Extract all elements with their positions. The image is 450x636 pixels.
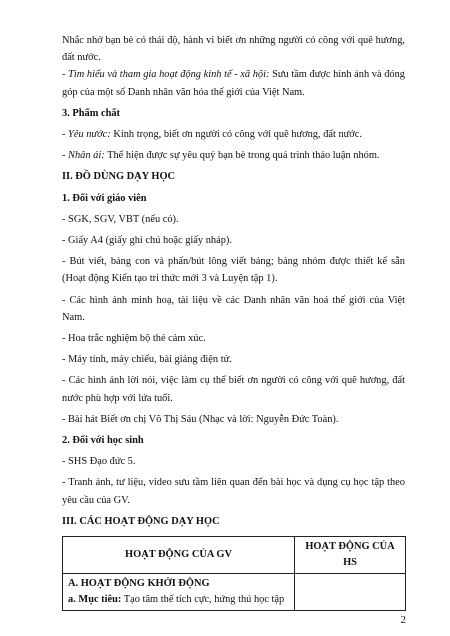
heading-giao-vien: 1. Đối với giáo viên bbox=[62, 192, 147, 204]
table-header-row bbox=[63, 537, 406, 574]
nhan-ai-text: Thể hiện được sự yêu quý bạn bè trong quá trình thảo luận nhóm. bbox=[104, 150, 380, 162]
paragraph-intro: Nhắc nhở bạn bè có thái độ, hành vi biết ơn những người có công với quê hương, đất nước. bbox=[62, 35, 405, 64]
table-row bbox=[63, 574, 406, 611]
activity-goal bbox=[68, 592, 289, 608]
yeu-nuoc-label: - Yêu nước: bbox=[62, 129, 111, 141]
activity-goal-text: Tạo tâm thế tích cực, hứng thú học tập bbox=[121, 594, 285, 606]
economic-activity-text: Sưu tầm được hình ảnh và đóng góp của một số Danh nhân văn hóa thế giới của Việt Nam. bbox=[62, 69, 405, 98]
activities-table bbox=[62, 536, 406, 611]
activity-goal-label: a. Mục tiêu: bbox=[68, 594, 122, 606]
heading-pham-chat: 3. Phẩm chất bbox=[62, 107, 121, 119]
heading-do-dung: II. ĐỒ DÙNG DẠY HỌC bbox=[62, 171, 176, 183]
list-item: - SHS Đạo đức 5. bbox=[62, 456, 136, 468]
paragraph-nhan-ai bbox=[62, 147, 405, 164]
list-item: - Các hình ảnh lời nói, việc làm cụ thể biết ơn người có công với quê hương, đất nước phù hợp với lứa tuổi. bbox=[62, 375, 405, 404]
heading-hoc-sinh: 2. Đối với học sinh bbox=[62, 435, 144, 447]
activity-title: A. HOẠT ĐỘNG KHỞI ĐỘNG bbox=[68, 578, 210, 590]
list-item: - SGK, SGV, VBT (nếu có). bbox=[62, 213, 179, 225]
economic-activity-label: - Tìm hiểu và tham gia hoạt động kinh tế - xã hội: bbox=[62, 69, 270, 81]
paragraph-yeu-nuoc bbox=[62, 126, 405, 143]
column-header-gv: HOẠT ĐỘNG CỦA GV bbox=[63, 537, 295, 574]
nhan-ai-label: - Nhân ái: bbox=[62, 150, 105, 162]
yeu-nuoc-text: Kính trọng, biết ơn người có công với quê hương, đất nước. bbox=[110, 129, 363, 141]
paragraph-economic-activity bbox=[62, 66, 405, 100]
list-item: - Hoa trắc nghiệm bộ thẻ cảm xúc. bbox=[62, 333, 206, 345]
heading-hoat-dong: III. CÁC HOẠT ĐỘNG DẠY HỌC bbox=[62, 515, 220, 527]
list-item: - Giấy A4 (giấy ghi chú hoặc giấy nháp). bbox=[62, 235, 232, 247]
table-cell-hs bbox=[295, 574, 406, 611]
page-number: 2 bbox=[400, 614, 406, 626]
column-header-hs: HOẠT ĐỘNG CỦA HS bbox=[295, 537, 406, 574]
list-item: - Bài hát Biết ơn chị Võ Thị Sáu (Nhạc và lời: Nguyễn Đức Toàn). bbox=[62, 413, 339, 425]
list-item: - Tranh ảnh, tư liệu, video sưu tầm liên quan đến bài học và dụng cụ học tập theo yêu cầu của GV. bbox=[62, 477, 405, 506]
list-item: - Máy tính, máy chiếu, bài giảng điện tử. bbox=[62, 354, 232, 366]
table-cell-gv bbox=[63, 574, 295, 611]
list-item: - Bút viết, bảng con và phấn/bút lông viết bảng; bảng nhóm được thiết kế sẵn (Hoạt động Kiến tạo tri thức mới 3 và Luyện tập 1). bbox=[62, 256, 405, 285]
list-item: - Các hình ảnh minh hoạ, tài liệu về các Danh nhân văn hoá thế giới của Việt Nam. bbox=[62, 294, 405, 323]
document-page bbox=[62, 32, 405, 611]
